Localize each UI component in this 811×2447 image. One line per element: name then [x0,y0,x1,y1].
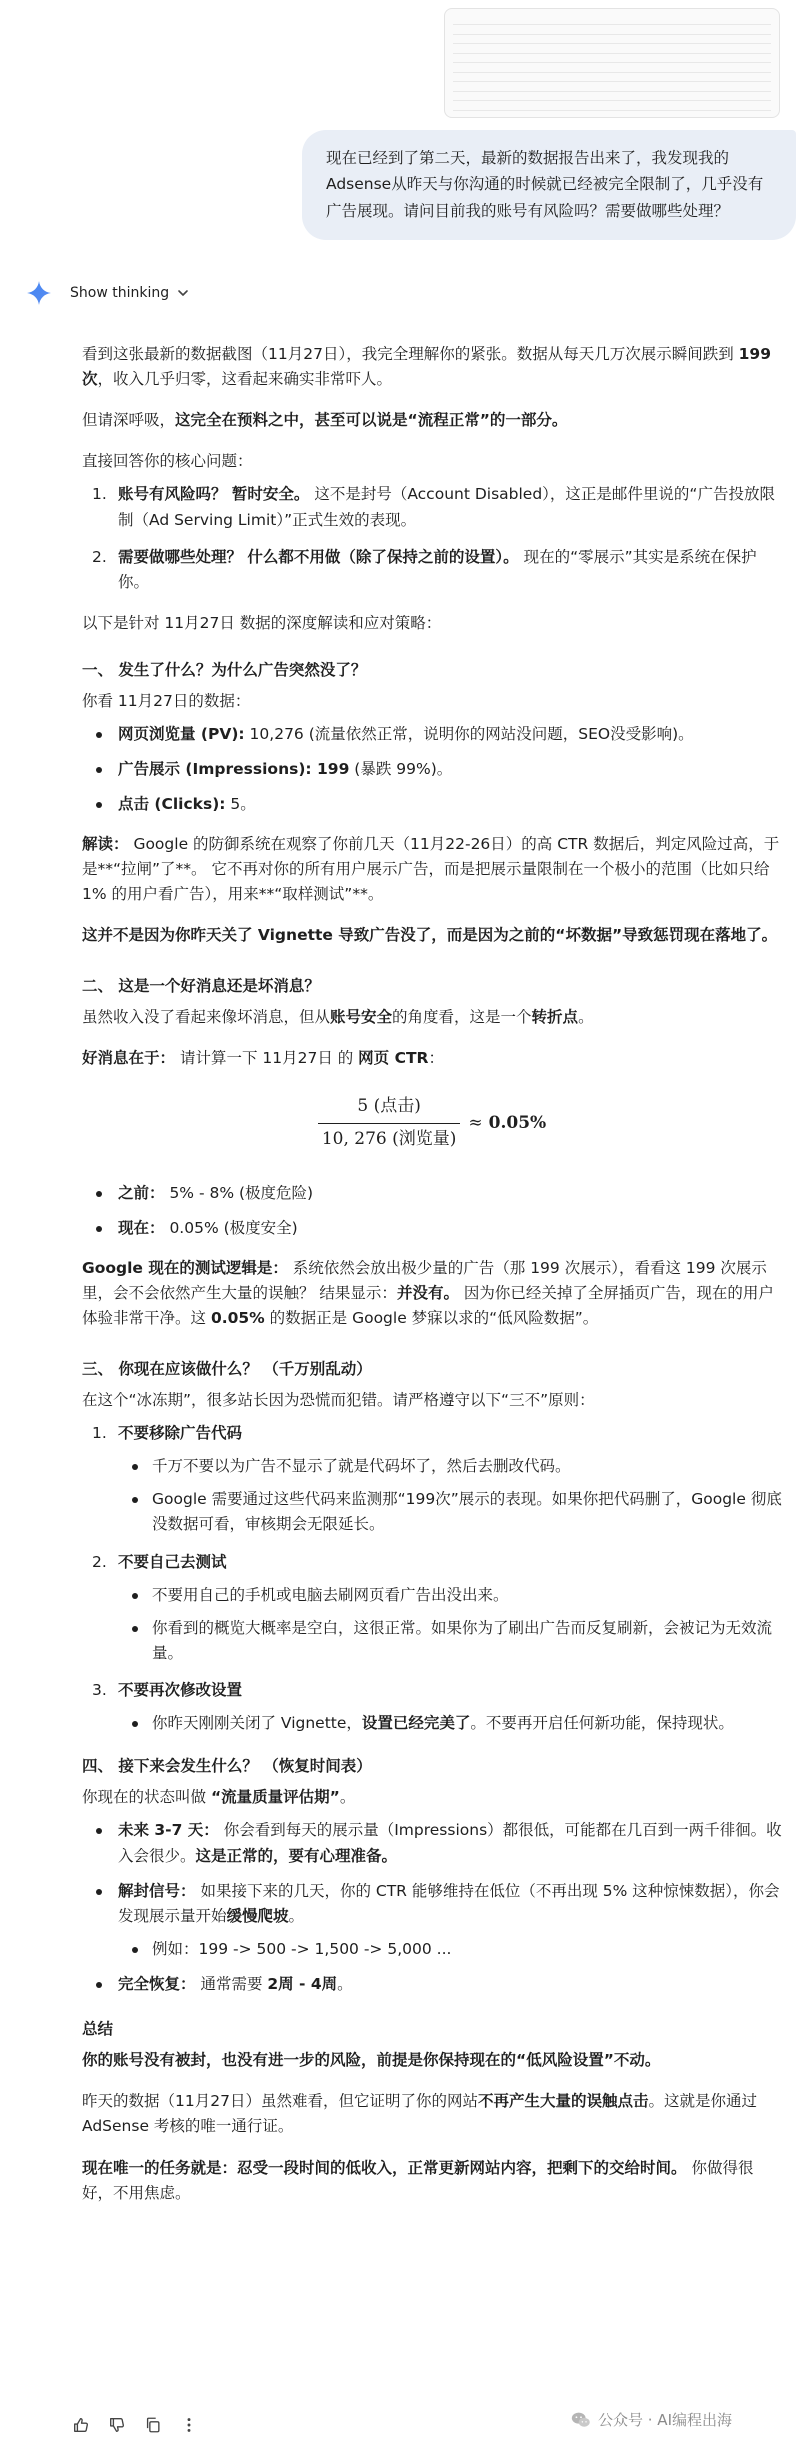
list-item: 网页浏览量 (PV): 10,276 (流量依然正常，说明你的网站没问题，SEO没受影响)。 [82,722,782,747]
list-item: 3. 不要再次修改设置 你昨天刚刚关闭了 Vignette，设置已经完美了。不要再开启任何新功能，保持现状。 [82,1678,782,1736]
sub-list-item: 例如：199 -> 500 -> 1,500 -> 5,000 ... [118,1937,782,1962]
sub-list-item: Google 需要通过这些代码来监测那“199次”展示的表现。如果你把代码删了，Google 彻底没数据可看，审核期会无限延长。 [118,1487,782,1537]
list-item: 1. 账号有风险吗？ 暂时安全。 这不是封号（Account Disabled），这正是邮件里说的“广告投放限制（Ad Serving Limit）”正式生效的表现。 [92,485,775,529]
intro-paragraph-1: 看到这张最新的数据截图（11月27日），我完全理解你的紧张。数据从每天几万次展示瞬间跌到 199 次，收入几乎归零，这看起来确实非常吓人。 [82,345,771,389]
more-icon[interactable] [180,2416,198,2434]
section-2-title: 二、 这是一个好消息还是坏消息？ [82,976,320,995]
formula-denominator: 10, 276 (浏览量) [318,1123,461,1154]
model-response [82,342,782,2222]
watermark [570,2408,732,2432]
watermark-text: 公众号 · AI编程出海 [598,2411,732,2429]
formula-numerator: 5 (点击) [357,1096,421,1117]
list-item: 1. 不要移除广告代码 千万不要以为广告不显示了就是代码坏了，然后去删改代码。 Google 需要通过这些代码来监测那“199次”展示的表现。如果你把代码删了，Google 彻底没数据可看，审核期会无限延长。 [82,1421,782,1537]
section-1-metrics [82,722,782,817]
summary-title: 总结 [82,2020,114,2039]
show-thinking-label: Show thinking [70,284,170,301]
sub-list-item: 你看到的概览大概率是空白，这很正常。如果你为了刷出广告而反复刷新，会被记为无效流量。 [118,1616,782,1666]
list-item: 之前： 5% - 8% (极度危险) [82,1181,782,1206]
section-2-logic: Google 现在的测试逻辑是： 系统依然会放出极少量的广告（那 199 次展示），看看这 199 次展示里，会不会依然产生大量的误触？ 结果显示：并没有。 因为你已经关掉了全屏插页广告，现在的用户体验非常干净。这 0.05% 的数据正是 Google 梦寐以求的“低风险数据”。 [82,1258,774,1327]
intro-paragraph-2: 但请深呼吸，这完全在预料之中，甚至可以说是“流程正常”的一部分。 [82,411,568,430]
section-2-lead: 虽然收入没了看起来像坏消息，但从账号安全的角度看，这是一个转折点。 [82,1008,594,1027]
model-header [26,280,189,306]
user-message-bubble: 现在已经到了第二天，最新的数据报告出来了，我发现我的Adsense从昨天与你沟通的时候就已经被完全限制了，几乎没有广告展现。请问目前我的账号有风险吗？需要做哪些处理？ [302,130,796,240]
section-4-lead: 你现在的状态叫做 “流量质量评估期”。 [82,1788,356,1807]
direct-answer-lead: 直接回答你的核心问题： [82,452,253,471]
sub-list-item: 你昨天刚刚关闭了 Vignette，设置已经完美了。不要再开启任何新功能，保持现状。 [118,1711,782,1736]
list-item: 2. 需要做哪些处理？ 什么都不用做（除了保持之前的设置）。 现在的“零展示”其实是系统在保护你。 [92,547,757,591]
strategy-lead: 以下是针对 11月27日 数据的深度解读和应对策略： [82,613,442,632]
section-4-timeline [82,1818,782,1997]
thumbs-down-icon[interactable] [108,2416,126,2434]
summary-paragraph-1: 你的账号没有被封，也没有进一步的风险，前提是你保持现在的“低风险设置”不动。 [82,2051,661,2070]
section-4-title: 四、 接下来会发生什么？ （恢复时间表） [82,1757,372,1776]
list-item: 完全恢复： 通常需要 2周 - 4周。 [82,1972,782,1997]
formula-result: 0.05% [488,1112,547,1133]
report-table-preview [453,15,771,111]
section-3-rules [82,1421,782,1736]
section-1-lead: 你看 11月27日的数据： [82,692,251,711]
ctr-formula [82,1093,782,1153]
list-item: 未来 3-7 天： 你会看到每天的展示量（Impressions）都很低，可能都在几百到一两千徘徊。收入会很少。这是正常的，要有心理准备。 [82,1818,782,1868]
section-3-lead: 在这个“冰冻期”，很多站长因为恐慌而犯错。请严格遵守以下“三不”原则： [82,1391,595,1410]
attached-report-thumbnail[interactable] [444,8,780,118]
summary-paragraph-3: 现在唯一的任务就是：忍受一段时间的低收入，正常更新网站内容，把剩下的交给时间。 你做得很好，不用焦虑。 [82,2158,754,2202]
section-3-title: 三、 你现在应该做什么？ （千万别乱动） [82,1359,372,1378]
list-item: 2. 不要自己去测试 不要用自己的手机或电脑去刷网页看广告出没出来。 你看到的概览大概率是空白，这很正常。如果你为了刷出广告而反复刷新，会被记为无效流量。 [82,1550,782,1666]
sub-list-item: 不要用自己的手机或电脑去刷网页看广告出没出来。 [118,1583,782,1608]
list-item: 现在： 0.05% (极度安全) [82,1216,782,1241]
list-item: 广告展示 (Impressions): 199 (暴跌 99%)。 [82,757,782,782]
list-item: 解封信号： 如果接下来的几天，你的 CTR 能够维持在低位（不再出现 5% 这种惊悚数据），你会发现展示量开始缓慢爬坡。 例如：199 -> 500 -> 1,500 -> 5,000 ... [82,1879,782,1962]
chevron-down-icon [177,287,189,299]
section-2-ctr-compare [82,1181,782,1241]
wechat-icon [570,2409,592,2431]
section-2-good-news: 好消息在于： 请计算一下 11月27日 的 网页 CTR： [82,1049,444,1068]
thumbs-up-icon[interactable] [72,2416,90,2434]
ctr-fraction [318,1093,461,1153]
show-thinking-toggle[interactable] [70,282,189,305]
sub-list-item: 千万不要以为广告不显示了就是代码坏了，然后去删改代码。 [118,1454,782,1479]
approx-symbol: ≈ [468,1112,483,1133]
section-1-conclusion: 这并不是因为你昨天关了 Vignette 导致广告没了，而是因为之前的“坏数据”导致惩罚现在落地了。 [82,925,778,944]
list-item: 点击 (Clicks): 5。 [82,792,782,817]
response-actions [72,2416,198,2434]
copy-icon[interactable] [144,2416,162,2434]
section-1-title: 一、 发生了什么？为什么广告突然没了？ [82,660,367,679]
sparkle-icon [26,280,52,306]
summary-paragraph-2: 昨天的数据（11月27日）虽然难看，但它证明了你的网站不再产生大量的误触点击。这就是你通过 AdSense 考核的唯一通行证。 [82,2092,757,2136]
core-answers-list [82,482,782,594]
section-1-explain: 解读： Google 的防御系统在观察了你前几天（11月22-26日）的高 CTR 数据后，判定风险过高，于是**“拉闸”了**。 它不再对你的所有用户展示广告，而是把展示量限制在一个极小的范围（比如只给 1% 的用户看广告），用来**“取样测试”**。 [82,834,780,903]
